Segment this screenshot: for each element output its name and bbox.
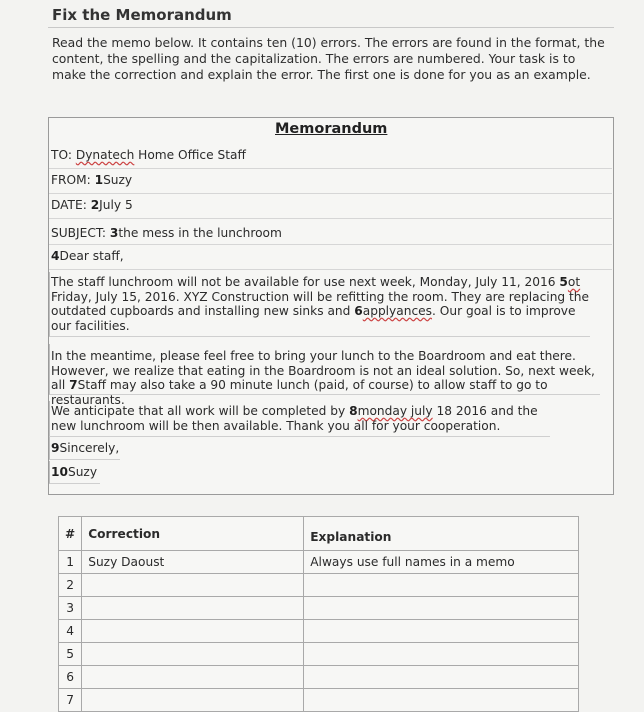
memo-from-line: FROM: 1Suzy — [51, 173, 133, 187]
explanation-cell[interactable] — [304, 597, 579, 620]
page-title: Fix the Memorandum — [52, 6, 232, 24]
error-number: 9 — [51, 441, 60, 455]
table-row — [59, 666, 579, 689]
explanation-cell[interactable] — [304, 620, 579, 643]
memo-paragraph-2: In the meantime, please feel free to bring your lunch to the Boardroom and eat there. However, we realize that eating in the Boardroom is not an ideal solution. So, next week, all 7Staff may also take a 90 minute lunch (paid, of course) to allow staff to go to restaurants. — [51, 349, 595, 407]
explanation-cell[interactable] — [304, 574, 579, 597]
memo-subject-line: SUBJECT: 3the mess in the lunchroom — [51, 226, 282, 240]
correction-cell[interactable] — [82, 643, 304, 666]
memo-paragraph-1: The staff lunchroom will not be available for use next week, Monday, July 11, 2016 5ot Friday, July 15, 2016. XYZ Construction will be refitting the room. They are replacing the outdated cupboards and installing new sinks and 6applyances. Our goal is to improve our facilities. — [51, 275, 590, 333]
row-number: 7 — [59, 689, 82, 712]
instructions-text: Read the memo below. It contains ten (10) errors. The errors are found in the format, the content, the spelling and the capitalization. The errors are numbered. Your task is to make the correction and explain the error. The first one is done for you as an example. — [52, 35, 605, 82]
table-row — [59, 689, 579, 712]
memo-date-line: DATE: 2July 5 — [51, 198, 133, 212]
paragraph-frame — [49, 437, 120, 460]
row-number: 2 — [59, 574, 82, 597]
row-number: 4 — [59, 620, 82, 643]
header-explanation: Explanation — [304, 517, 579, 551]
memo-signature: 10Suzy — [51, 465, 98, 479]
memo-greeting: 4Dear staff, — [51, 249, 124, 263]
error-number: 7 — [69, 378, 78, 392]
memo-divider — [49, 168, 612, 169]
table-header-row — [59, 517, 579, 551]
row-number: 5 — [59, 643, 82, 666]
header-correction: Correction — [82, 517, 304, 551]
explanation-cell[interactable] — [304, 666, 579, 689]
header-number: # — [59, 517, 82, 551]
title-divider — [48, 27, 614, 28]
row-number: 6 — [59, 666, 82, 689]
error-number: 4 — [51, 249, 60, 263]
table-row — [59, 574, 579, 597]
memo-heading: Memorandum — [275, 121, 388, 137]
table-row — [59, 643, 579, 666]
error-number: 6 — [354, 304, 363, 318]
to-error-word: Dynatech — [75, 148, 135, 162]
memo-closing: 9Sincerely, — [51, 441, 120, 455]
correction-cell[interactable] — [82, 597, 304, 620]
memo-divider — [49, 193, 612, 194]
error-number: 8 — [349, 404, 358, 418]
correction-cell[interactable]: Suzy Daoust — [82, 551, 304, 574]
error-word: ot — [567, 275, 581, 289]
error-word: applyances — [362, 304, 433, 318]
memo-divider — [49, 218, 612, 219]
correction-cell[interactable] — [82, 620, 304, 643]
error-word: monday july — [357, 404, 433, 418]
error-number: 10 — [51, 465, 68, 479]
memo-divider — [49, 244, 612, 245]
row-number: 1 — [59, 551, 82, 574]
explanation-cell[interactable] — [304, 643, 579, 666]
error-number: 5 — [559, 275, 568, 289]
error-number: 3 — [109, 226, 119, 240]
corrections-table — [58, 516, 579, 712]
correction-cell[interactable] — [82, 574, 304, 597]
memo-divider — [49, 269, 612, 270]
table-row — [59, 597, 579, 620]
row-number: 3 — [59, 597, 82, 620]
table-row — [59, 620, 579, 643]
correction-cell[interactable] — [82, 666, 304, 689]
error-number: 1 — [94, 173, 104, 187]
correction-cell[interactable] — [82, 689, 304, 712]
memo-to-line: TO: Dynatech Home Office Staff — [51, 148, 246, 162]
paragraph-frame — [49, 461, 100, 484]
error-number: 2 — [90, 198, 100, 212]
explanation-cell[interactable] — [304, 689, 579, 712]
table-row — [59, 551, 579, 574]
explanation-cell[interactable]: Always use full names in a memo — [304, 551, 579, 574]
memo-paragraph-3: We anticipate that all work will be completed by 8monday july 18 2016 and the new lunchroom will be then available. Thank you all for your cooperation. — [51, 404, 538, 433]
